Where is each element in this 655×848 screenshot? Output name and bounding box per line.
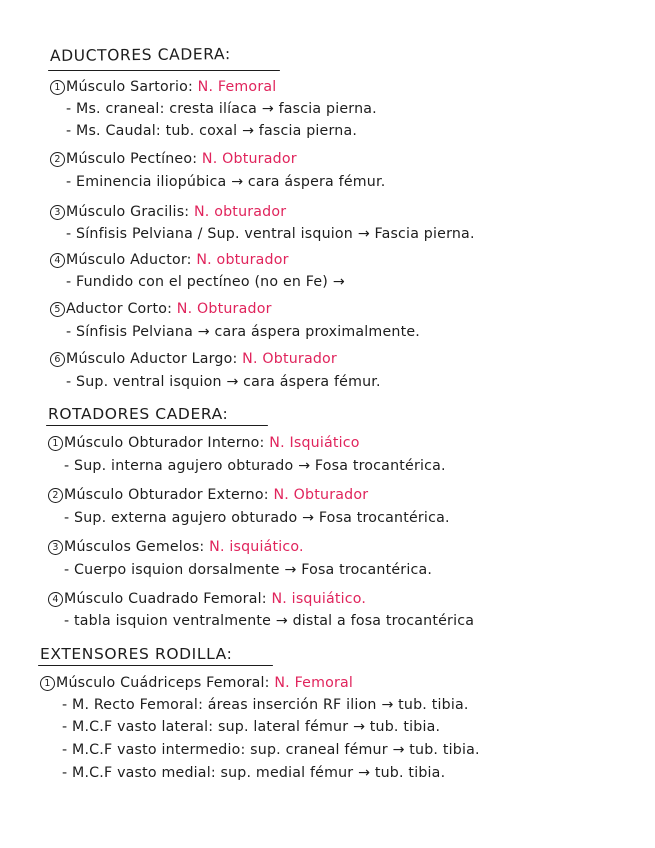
section-heading-rotadores: ROTADORES CADERA: [48, 405, 229, 423]
muscle-name: Músculo Obturador Externo: [64, 487, 274, 503]
muscle-name: Músculos Gemelos: [64, 539, 210, 555]
detail-line: - Fundido con el pectíneo (no en Fe) → [66, 274, 345, 290]
nerve-label: N. Obturador [273, 487, 369, 503]
detail-line: - M.C.F vasto intermedio: sup. craneal fémur → tub. tibia. [62, 742, 480, 758]
heading-underline [38, 665, 273, 666]
muscle-name: Músculo Sartorio: [66, 79, 198, 95]
muscle-line [50, 78, 276, 96]
item-number: 1 [48, 436, 63, 451]
muscle-name: Aductor Corto: [66, 301, 177, 317]
item-number: 2 [48, 488, 63, 503]
nerve-label: N. Obturador [242, 351, 337, 367]
muscle-line [50, 350, 337, 368]
detail-line: - Ms. craneal: cresta ilíaca → fascia pierna. [66, 101, 377, 117]
detail-line: - M.C.F vasto medial: sup. medial fémur → tub. tibia. [62, 765, 446, 781]
detail-line: - Sup. ventral isquion → cara áspera fémur. [66, 374, 381, 390]
item-number: 6 [50, 352, 65, 367]
item-number: 3 [48, 540, 63, 555]
muscle-line [50, 203, 286, 221]
muscle-line [48, 538, 304, 556]
item-number: 2 [50, 152, 65, 167]
muscle-line [50, 251, 289, 269]
muscle-line [40, 674, 353, 692]
nerve-label: N. isquiático. [209, 539, 304, 555]
item-number: 4 [48, 592, 63, 607]
detail-line: - Sínfisis Pelviana → cara áspera proximalmente. [66, 324, 420, 340]
muscle-name: Músculo Obturador Interno: [64, 435, 270, 451]
muscle-name: Músculo Aductor Largo: [66, 351, 243, 367]
item-number: 1 [50, 80, 65, 95]
detail-line: - Eminencia iliopúbica → cara áspera fémur. [66, 174, 386, 190]
muscle-name: Músculo Pectíneo: [66, 151, 202, 167]
nerve-label: N. obturador [196, 252, 289, 268]
nerve-label: N. isquiático. [271, 591, 367, 607]
detail-line: - tabla isquion ventralmente → distal a fosa trocantérica [64, 613, 475, 629]
nerve-label: N. Femoral [274, 675, 354, 691]
muscle-line [48, 486, 368, 504]
nerve-label: N. Obturador [201, 151, 297, 167]
muscle-line [50, 150, 297, 168]
muscle-line [48, 590, 366, 608]
muscle-name: Músculo Cuádriceps Femoral: [56, 675, 275, 691]
detail-line: - Sup. externa agujero obturado → Fosa trocantérica. [64, 510, 450, 526]
nerve-label: N. obturador [193, 204, 287, 220]
detail-line: - Sup. interna agujero obturado → Fosa trocantérica. [64, 458, 446, 474]
item-number: 5 [50, 302, 65, 317]
detail-line: - M.C.F vasto lateral: sup. lateral fémur → tub. tibia. [62, 719, 441, 735]
heading-underline [48, 70, 280, 71]
muscle-name: Músculo Cuadrado Femoral: [64, 591, 272, 607]
item-number: 3 [50, 205, 65, 220]
section-heading-aductores: ADUCTORES CADERA: [49, 45, 231, 65]
muscle-line [50, 300, 272, 318]
detail-line: - Sínfisis Pelviana / Sup. ventral isquion → Fascia pierna. [66, 226, 475, 242]
detail-line: - Ms. Caudal: tub. coxal → fascia pierna. [66, 123, 358, 139]
item-number: 4 [50, 253, 65, 268]
nerve-label: N. Femoral [197, 79, 277, 95]
detail-line: - M. Recto Femoral: áreas inserción RF ilion → tub. tibia. [62, 697, 469, 713]
heading-underline [46, 425, 268, 426]
muscle-line [48, 434, 360, 452]
item-number: 1 [40, 676, 55, 691]
muscle-name: Músculo Gracilis: [66, 204, 194, 220]
detail-line: - Cuerpo isquion dorsalmente → Fosa trocantérica. [64, 562, 433, 578]
section-heading-extensores: EXTENSORES RODILLA: [40, 645, 233, 663]
nerve-label: N. Isquiático [269, 435, 360, 451]
muscle-name: Músculo Aductor: [66, 252, 197, 268]
nerve-label: N. Obturador [176, 301, 272, 317]
